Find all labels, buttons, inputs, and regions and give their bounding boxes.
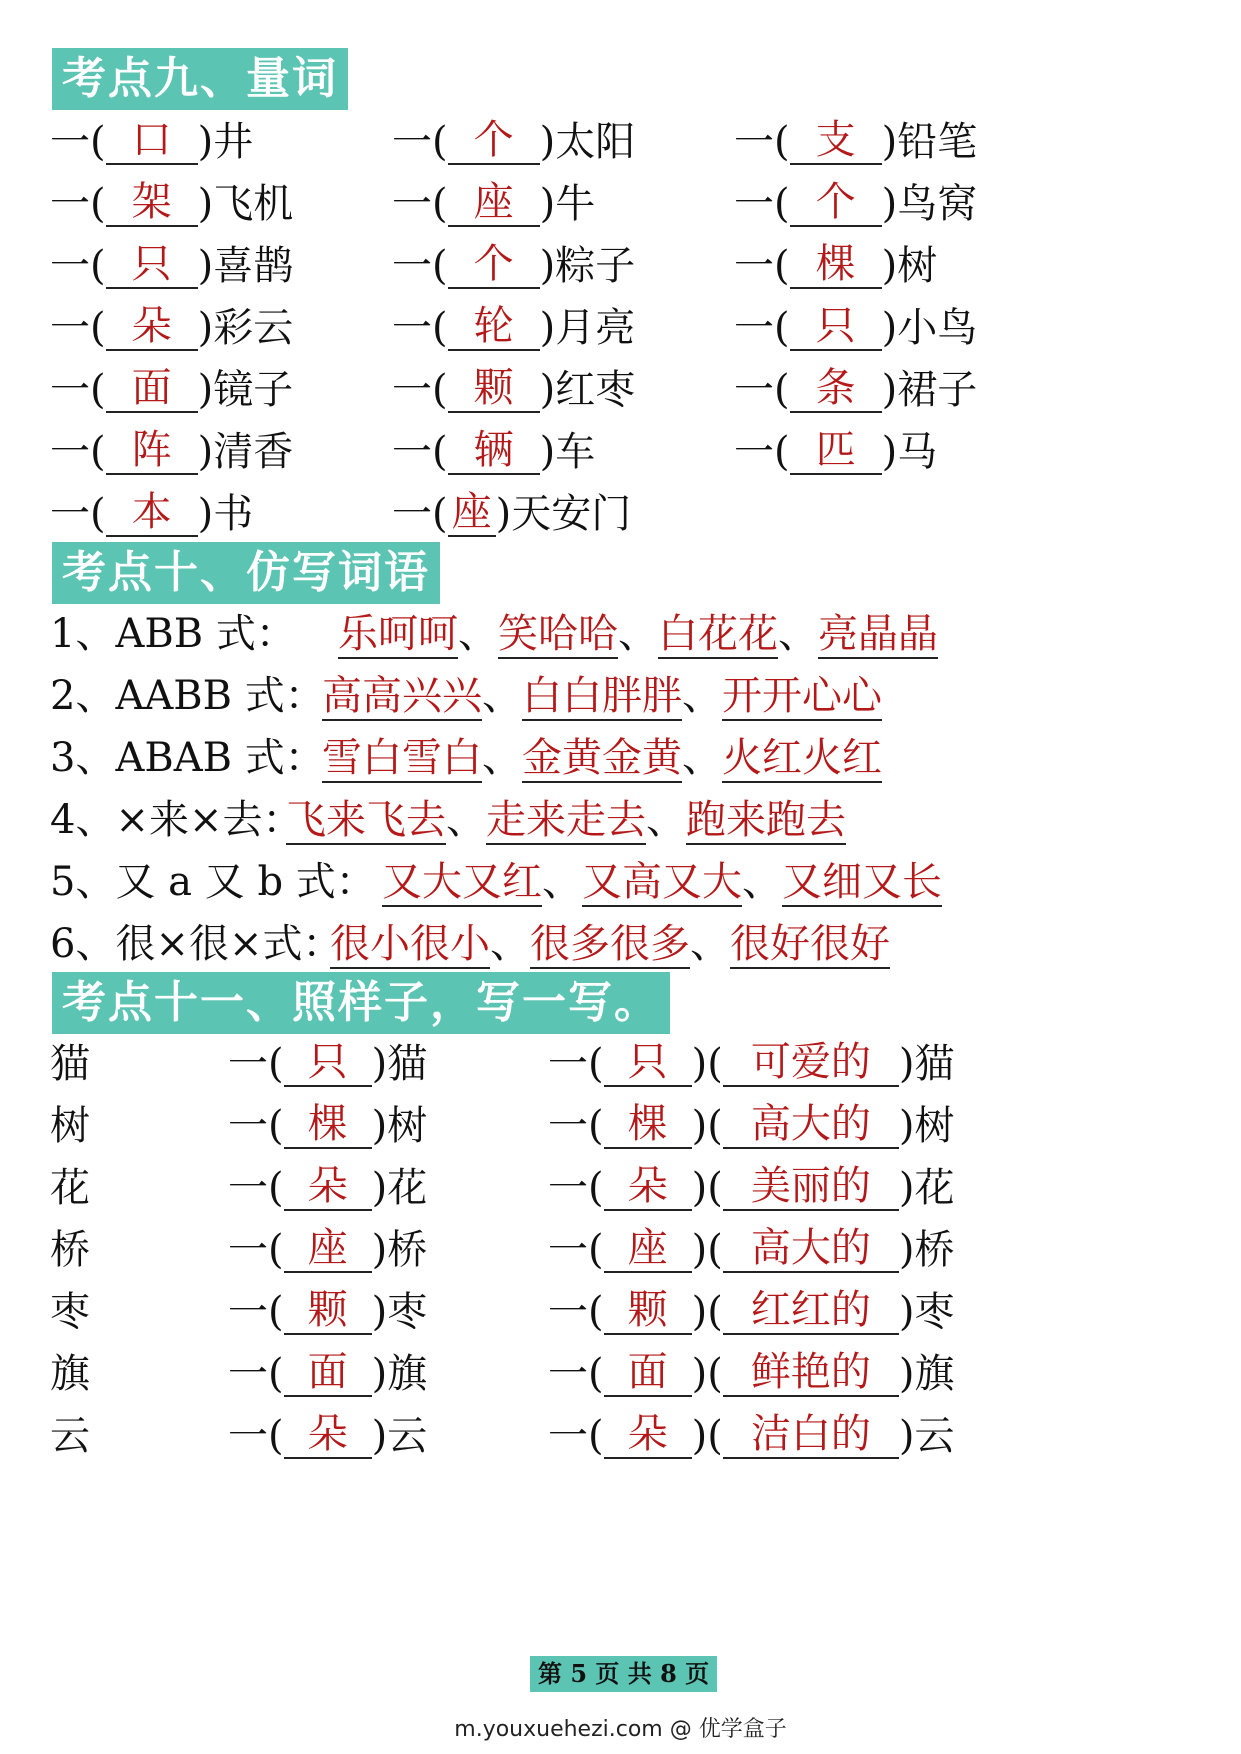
open-paren: ( (268, 1413, 284, 1459)
open-paren: ( (90, 119, 106, 165)
open-paren: ( (432, 243, 448, 289)
measure-word: 颗 (604, 1287, 692, 1335)
yi-text: 一 (228, 1413, 268, 1459)
pattern-answer: 又高又大 (582, 859, 742, 905)
close-paren: ) (691, 1103, 708, 1149)
close-paren: ) (898, 1289, 915, 1335)
yi-text: 一 (548, 1351, 588, 1397)
measure-word: 朵 (284, 1163, 372, 1211)
open-paren: ( (588, 1413, 604, 1459)
adjective-word: 红红的 (723, 1287, 899, 1335)
close-paren: ) (898, 1165, 915, 1211)
yi-text: 一 (50, 243, 90, 289)
pattern-answers (286, 790, 846, 850)
close-paren: ) (881, 429, 898, 475)
measure-item (392, 174, 595, 234)
noun-text: 树 (387, 1103, 428, 1149)
noun-text: 书 (213, 491, 254, 537)
close-paren: ) (539, 181, 556, 227)
adjective-phrase (548, 1158, 954, 1218)
yi-text: 一 (548, 1041, 588, 1087)
yi-text: 一 (228, 1289, 268, 1335)
separator: 、 (542, 859, 582, 905)
close-paren: ) (495, 491, 512, 537)
yi-text: 一 (392, 491, 432, 537)
noun-text: 云 (914, 1413, 955, 1459)
close-paren: ) (898, 1103, 915, 1149)
noun-text: 树 (914, 1103, 955, 1149)
close-paren: ) (371, 1351, 388, 1397)
open-paren: ( (432, 367, 448, 413)
yi-text: 一 (548, 1289, 588, 1335)
noun-text: 花 (387, 1165, 428, 1211)
noun-text: 小鸟 (897, 305, 978, 351)
pattern-answer: 火红火红 (722, 735, 882, 781)
noun-text: 枣 (387, 1289, 428, 1335)
open-paren: ( (774, 119, 790, 165)
open-paren: ( (588, 1227, 604, 1273)
open-paren: ( (268, 1103, 284, 1149)
section10-title: 考点十、仿写词语 (52, 542, 440, 604)
example-noun: 旗 (50, 1351, 90, 1397)
adjective-phrase (548, 1220, 954, 1280)
measure-word: 支 (790, 117, 882, 165)
separator: 、 (646, 797, 686, 843)
measure-word: 棵 (284, 1101, 372, 1149)
pattern-answer: 飞来飞去 (286, 797, 446, 843)
close-paren: ) (539, 367, 556, 413)
yi-text: 一 (50, 119, 90, 165)
measure-word: 轮 (448, 303, 540, 351)
close-paren: ) (539, 119, 556, 165)
noun-text: 天安门 (511, 491, 632, 537)
adjective-word: 高大的 (723, 1101, 899, 1149)
close-paren: ) (197, 429, 214, 475)
close-paren: ) (197, 243, 214, 289)
noun-text: 牛 (555, 181, 596, 227)
measure-item (734, 360, 977, 420)
noun-text: 树 (897, 243, 938, 289)
open-paren: ( (268, 1289, 284, 1335)
example-noun: 猫 (50, 1041, 90, 1087)
yi-text: 一 (734, 119, 774, 165)
noun-text: 红枣 (555, 367, 636, 413)
open-paren: ( (432, 305, 448, 351)
measure-word: 只 (790, 303, 882, 351)
yi-text: 一 (734, 305, 774, 351)
close-paren: ) (881, 305, 898, 351)
open-paren: ( (268, 1227, 284, 1273)
separator: 、 (682, 735, 722, 781)
open-paren: ( (707, 1041, 723, 1087)
open-paren: ( (774, 305, 790, 351)
open-paren: ( (90, 305, 106, 351)
separator: 、 (482, 673, 522, 719)
open-paren: ( (432, 181, 448, 227)
close-paren: ) (898, 1041, 915, 1087)
measure-phrase (228, 1220, 427, 1280)
close-paren: ) (539, 305, 556, 351)
measure-phrase (228, 1158, 427, 1218)
open-paren: ( (707, 1413, 723, 1459)
yi-text: 一 (228, 1041, 268, 1087)
noun-text: 旗 (914, 1351, 955, 1397)
open-paren: ( (707, 1289, 723, 1335)
close-paren: ) (691, 1227, 708, 1273)
noun-text: 枣 (914, 1289, 955, 1335)
noun-text: 车 (555, 429, 596, 475)
close-paren: ) (898, 1227, 915, 1273)
measure-word: 阵 (106, 427, 198, 475)
measure-item (734, 174, 977, 234)
open-paren: ( (90, 429, 106, 475)
measure-word: 棵 (790, 241, 882, 289)
close-paren: ) (691, 1413, 708, 1459)
close-paren: ) (881, 243, 898, 289)
noun-text: 裙子 (897, 367, 978, 413)
example-noun: 花 (50, 1165, 90, 1211)
open-paren: ( (588, 1041, 604, 1087)
measure-phrase (228, 1344, 427, 1404)
yi-text: 一 (734, 243, 774, 289)
measure-item (50, 236, 293, 296)
noun-text: 猫 (914, 1041, 955, 1087)
noun-text: 鸟窝 (897, 181, 978, 227)
pattern-answer: 白花花 (658, 611, 778, 657)
noun-text: 云 (387, 1413, 428, 1459)
measure-item (50, 298, 293, 358)
separator: 、 (690, 921, 730, 967)
pattern-label: 1、ABB 式： (50, 611, 296, 657)
open-paren: ( (432, 119, 448, 165)
open-paren: ( (774, 243, 790, 289)
yi-text: 一 (548, 1165, 588, 1211)
pattern-answer: 很小很小 (330, 921, 490, 967)
measure-word: 朵 (604, 1411, 692, 1459)
open-paren: ( (90, 367, 106, 413)
open-paren: ( (268, 1165, 284, 1211)
noun-text: 井 (213, 119, 254, 165)
close-paren: ) (691, 1165, 708, 1211)
close-paren: ) (691, 1289, 708, 1335)
measure-word: 朵 (604, 1163, 692, 1211)
open-paren: ( (588, 1351, 604, 1397)
measure-word: 只 (604, 1039, 692, 1087)
noun-text: 猫 (387, 1041, 428, 1087)
open-paren: ( (588, 1289, 604, 1335)
pattern-answer: 很好很好 (730, 921, 890, 967)
close-paren: ) (197, 181, 214, 227)
example-noun: 云 (50, 1413, 90, 1459)
measure-word: 个 (448, 241, 540, 289)
separator: 、 (490, 921, 530, 967)
measure-item (734, 298, 977, 358)
open-paren: ( (90, 491, 106, 537)
pattern-answer: 亮晶晶 (818, 611, 938, 657)
example-noun: 枣 (50, 1289, 90, 1335)
adjective-phrase (548, 1282, 954, 1342)
section11-title: 考点十一、照样子，写一写。 (52, 972, 670, 1034)
noun-text: 粽子 (555, 243, 636, 289)
noun-text: 飞机 (213, 181, 294, 227)
separator: 、 (482, 735, 522, 781)
open-paren: ( (707, 1103, 723, 1149)
close-paren: ) (197, 367, 214, 413)
pattern-answer: 很多很多 (530, 921, 690, 967)
pattern-answer: 跑来跑去 (686, 797, 846, 843)
pattern-answer: 金黄金黄 (522, 735, 682, 781)
separator: 、 (446, 797, 486, 843)
measure-item (734, 236, 937, 296)
measure-item (50, 174, 293, 234)
yi-text: 一 (734, 429, 774, 475)
open-paren: ( (588, 1165, 604, 1211)
yi-text: 一 (548, 1413, 588, 1459)
measure-word: 朵 (284, 1411, 372, 1459)
pattern-answer: 雪白雪白 (322, 735, 482, 781)
close-paren: ) (197, 305, 214, 351)
yi-text: 一 (734, 181, 774, 227)
close-paren: ) (371, 1041, 388, 1087)
measure-item (50, 422, 293, 482)
open-paren: ( (774, 181, 790, 227)
measure-phrase (228, 1406, 427, 1466)
measure-item (392, 360, 635, 420)
open-paren: ( (90, 181, 106, 227)
close-paren: ) (539, 429, 556, 475)
measure-word: 座 (604, 1225, 692, 1273)
yi-text: 一 (50, 305, 90, 351)
open-paren: ( (707, 1165, 723, 1211)
yi-text: 一 (228, 1227, 268, 1273)
measure-word: 只 (106, 241, 198, 289)
measure-word: 座 (448, 489, 496, 537)
yi-text: 一 (392, 305, 432, 351)
measure-item (392, 484, 631, 544)
pattern-label: 3、ABAB 式： (50, 735, 325, 781)
measure-word: 面 (604, 1349, 692, 1397)
pattern-answer: 又大又红 (382, 859, 542, 905)
pattern-answer: 走来走去 (486, 797, 646, 843)
open-paren: ( (90, 243, 106, 289)
measure-word: 颗 (448, 365, 540, 413)
open-paren: ( (432, 491, 448, 537)
close-paren: ) (371, 1289, 388, 1335)
yi-text: 一 (228, 1351, 268, 1397)
open-paren: ( (588, 1103, 604, 1149)
adjective-word: 美丽的 (723, 1163, 899, 1211)
measure-word: 面 (284, 1349, 372, 1397)
separator: 、 (458, 611, 498, 657)
noun-text: 彩云 (213, 305, 294, 351)
site-credit: m.youxuehezi.com @ 优学盒子 (454, 1717, 787, 1742)
close-paren: ) (691, 1041, 708, 1087)
yi-text: 一 (392, 243, 432, 289)
example-noun: 桥 (50, 1227, 90, 1273)
yi-text: 一 (50, 367, 90, 413)
close-paren: ) (371, 1227, 388, 1273)
example-noun: 树 (50, 1103, 90, 1149)
pattern-answers (322, 728, 882, 788)
measure-item (392, 298, 635, 358)
measure-word: 口 (106, 117, 198, 165)
close-paren: ) (197, 491, 214, 537)
noun-text: 花 (914, 1165, 955, 1211)
measure-word: 只 (284, 1039, 372, 1087)
separator: 、 (682, 673, 722, 719)
adjective-phrase (548, 1034, 954, 1094)
measure-word: 座 (448, 179, 540, 227)
adjective-phrase (548, 1096, 954, 1156)
noun-text: 月亮 (555, 305, 636, 351)
pattern-answers (322, 666, 882, 726)
measure-phrase (228, 1096, 427, 1156)
noun-text: 喜鹊 (213, 243, 294, 289)
noun-text: 桥 (387, 1227, 428, 1273)
open-paren: ( (774, 429, 790, 475)
yi-text: 一 (50, 429, 90, 475)
pattern-answers (338, 604, 938, 664)
yi-text: 一 (548, 1227, 588, 1273)
noun-text: 太阳 (555, 119, 636, 165)
measure-item (734, 422, 937, 482)
yi-text: 一 (50, 491, 90, 537)
adjective-phrase (548, 1344, 954, 1404)
section9-title: 考点九、量词 (52, 48, 348, 110)
measure-item (392, 112, 635, 172)
yi-text: 一 (392, 181, 432, 227)
measure-word: 匹 (790, 427, 882, 475)
adjective-word: 鲜艳的 (723, 1349, 899, 1397)
close-paren: ) (371, 1413, 388, 1459)
measure-word: 个 (448, 117, 540, 165)
pattern-label: 6、很×很×式： (50, 921, 343, 967)
noun-text: 桥 (914, 1227, 955, 1273)
open-paren: ( (774, 367, 790, 413)
measure-item (392, 236, 635, 296)
pattern-answers (382, 852, 942, 912)
close-paren: ) (371, 1165, 388, 1211)
close-paren: ) (881, 181, 898, 227)
measure-phrase (228, 1282, 427, 1342)
pattern-answer: 白白胖胖 (522, 673, 682, 719)
measure-word: 条 (790, 365, 882, 413)
measure-word: 辆 (448, 427, 540, 475)
open-paren: ( (707, 1351, 723, 1397)
measure-word: 颗 (284, 1287, 372, 1335)
yi-text: 一 (228, 1165, 268, 1211)
measure-word: 架 (106, 179, 198, 227)
yi-text: 一 (734, 367, 774, 413)
adjective-word: 洁白的 (723, 1411, 899, 1459)
measure-word: 朵 (106, 303, 198, 351)
measure-word: 本 (106, 489, 198, 537)
yi-text: 一 (392, 119, 432, 165)
page-number: 第 5 页 共 8 页 (530, 1656, 717, 1692)
measure-item (392, 422, 595, 482)
measure-word: 面 (106, 365, 198, 413)
separator: 、 (742, 859, 782, 905)
measure-word: 座 (284, 1225, 372, 1273)
yi-text: 一 (50, 181, 90, 227)
measure-phrase (228, 1034, 427, 1094)
pattern-answer: 高高兴兴 (322, 673, 482, 719)
yi-text: 一 (548, 1103, 588, 1149)
close-paren: ) (197, 119, 214, 165)
noun-text: 马 (897, 429, 938, 475)
close-paren: ) (898, 1351, 915, 1397)
close-paren: ) (371, 1103, 388, 1149)
measure-item (50, 112, 253, 172)
close-paren: ) (691, 1351, 708, 1397)
open-paren: ( (268, 1041, 284, 1087)
yi-text: 一 (392, 429, 432, 475)
close-paren: ) (898, 1413, 915, 1459)
pattern-answer: 笑哈哈 (498, 611, 618, 657)
noun-text: 旗 (387, 1351, 428, 1397)
separator: 、 (618, 611, 658, 657)
open-paren: ( (707, 1227, 723, 1273)
yi-text: 一 (228, 1103, 268, 1149)
adjective-word: 可爱的 (723, 1039, 899, 1087)
yi-text: 一 (392, 367, 432, 413)
pattern-label: 4、×来×去： (50, 797, 303, 843)
pattern-answer: 开开心心 (722, 673, 882, 719)
close-paren: ) (881, 367, 898, 413)
pattern-answers (330, 914, 890, 974)
measure-word: 棵 (604, 1101, 692, 1149)
open-paren: ( (268, 1351, 284, 1397)
noun-text: 清香 (213, 429, 294, 475)
measure-item (50, 360, 293, 420)
measure-item (734, 112, 977, 172)
measure-item (50, 484, 253, 544)
close-paren: ) (881, 119, 898, 165)
noun-text: 铅笔 (897, 119, 978, 165)
pattern-label: 2、AABB 式： (50, 673, 325, 719)
separator: 、 (778, 611, 818, 657)
close-paren: ) (539, 243, 556, 289)
noun-text: 镜子 (213, 367, 294, 413)
adjective-phrase (548, 1406, 954, 1466)
pattern-label: 5、又 a 又 b 式： (50, 859, 376, 905)
pattern-answer: 乐呵呵 (338, 611, 458, 657)
pattern-answer: 又细又长 (782, 859, 942, 905)
measure-word: 个 (790, 179, 882, 227)
open-paren: ( (432, 429, 448, 475)
adjective-word: 高大的 (723, 1225, 899, 1273)
